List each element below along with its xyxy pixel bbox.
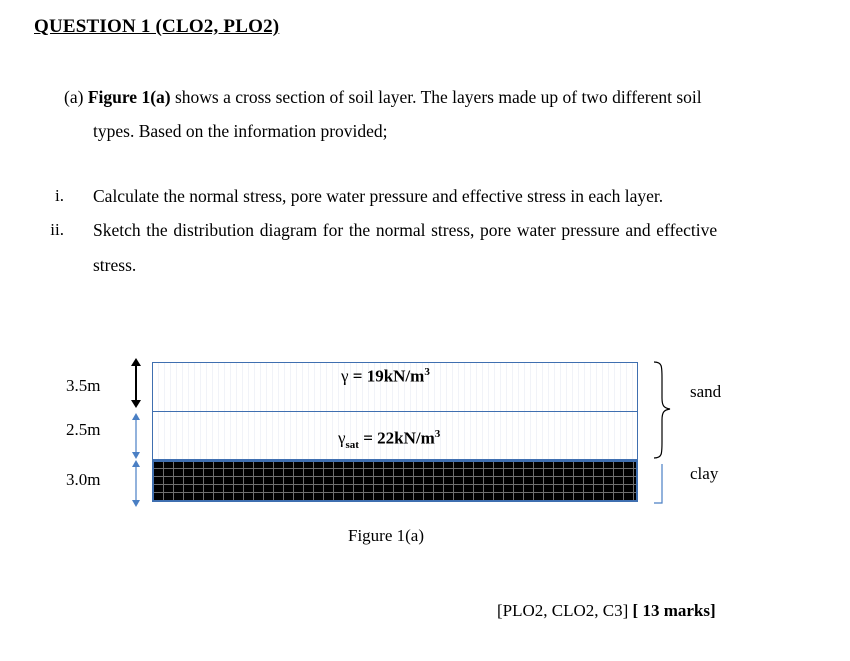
clay-bracket bbox=[654, 464, 662, 503]
figure-caption: Figure 1(a) bbox=[348, 526, 425, 545]
part-a-line-1 bbox=[64, 87, 702, 107]
unit-weight-label: $\gamma = 19kN/m^3$ bbox=[341, 366, 430, 386]
item-number-ii: ii. bbox=[50, 220, 64, 239]
arrow-3-0m bbox=[132, 460, 140, 507]
thickness-label-sand-bottom: 2.5m bbox=[66, 420, 101, 439]
part-a-text: shows a cross section of soil layer. The layers made up of two different soil bbox=[170, 87, 702, 107]
arrow-2-5m bbox=[132, 413, 140, 459]
marks-allocation bbox=[497, 601, 716, 621]
item-text-ii-line-1: Sketch the distribution diagram for the normal stress, pore water pressure and effective bbox=[93, 220, 718, 240]
item-text-ii-line-2: stress. bbox=[93, 255, 137, 275]
item-number-i: i. bbox=[55, 186, 64, 205]
clay-label: clay bbox=[690, 464, 719, 483]
gamma-symbol: γ bbox=[338, 428, 346, 448]
arrow-3-5m bbox=[131, 358, 141, 408]
clay-layer bbox=[152, 460, 638, 502]
marks-total: [ 13 marks] bbox=[632, 601, 716, 620]
dimension-arrows bbox=[120, 355, 150, 510]
figure-reference: Figure 1(a) bbox=[87, 87, 171, 107]
sand-label: sand bbox=[690, 382, 722, 401]
item-text-i: Calculate the normal stress, pore water pressure and effective stress in each layer. bbox=[93, 186, 664, 206]
question-heading: QUESTION 1 (CLO2, PLO2) bbox=[34, 16, 280, 37]
part-a-line-2: types. Based on the information provided; bbox=[93, 121, 388, 141]
thickness-label-clay: 3.0m bbox=[66, 470, 101, 489]
sand-brace bbox=[654, 362, 670, 458]
gamma-symbol: γ bbox=[341, 366, 349, 386]
marks-codes: [PLO2, CLO2, C3] bbox=[497, 601, 633, 620]
saturated-unit-weight-label: $\gamma_{sat} = 22kN/m^3$ bbox=[338, 428, 441, 452]
thickness-label-sand-top: 3.5m bbox=[66, 376, 101, 395]
part-a-label: (a) bbox=[64, 87, 84, 107]
layer-braces bbox=[648, 358, 678, 508]
